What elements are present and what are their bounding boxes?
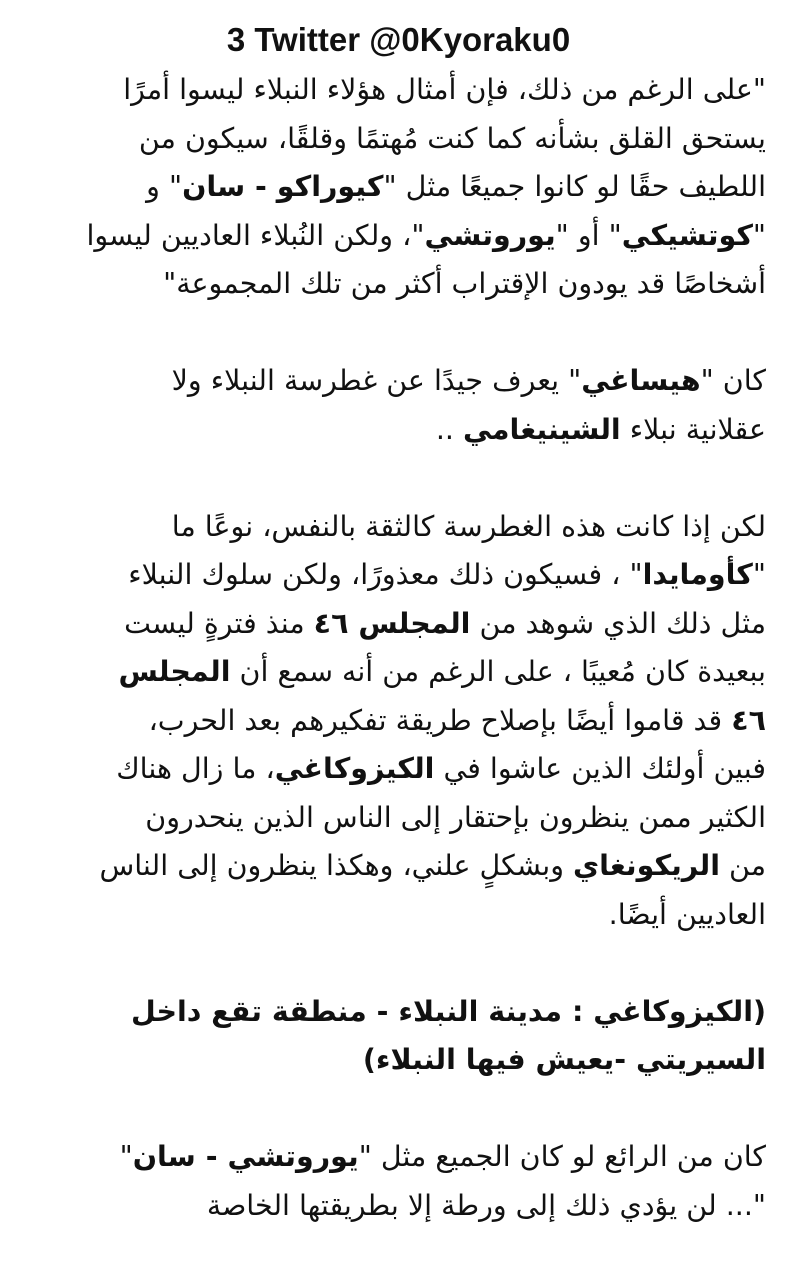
text-segment: يستحق القلق بشأنه كما كنت مُهتمًا وقلقًا، سيكون من <box>138 121 766 155</box>
text-segment: " أو " <box>555 218 622 252</box>
text-line <box>28 794 766 843</box>
text-segment: الكثير ممن ينظرون بإحتقار إلى الناس الذين ينحدرون <box>145 800 766 834</box>
translation-text <box>28 66 766 1279</box>
text-segment: عقلانية نبلاء <box>620 412 766 446</box>
text-segment: "... لن يؤدي ذلك إلى ورطة إلا بطريقتها الخاصة <box>206 1188 766 1222</box>
bold-segment: ٤٦ <box>731 703 766 737</box>
paragraph-p2 <box>28 357 766 454</box>
paragraph-p1 <box>28 66 766 309</box>
text-line <box>28 1182 766 1231</box>
bold-segment: يوروتشي - سان <box>132 1140 359 1173</box>
bold-segment: الريكونغاي <box>573 849 720 882</box>
text-segment: " يعرف جيدًا عن غطرسة النبلاء ولا <box>171 364 582 397</box>
text-line <box>28 648 766 697</box>
text-line <box>28 842 766 891</box>
text-segment: كان " <box>700 364 766 397</box>
text-line <box>28 260 766 309</box>
text-segment: العاديين أيضًا. <box>608 897 766 931</box>
text-line <box>28 66 766 115</box>
text-line <box>28 406 766 455</box>
text-line <box>28 988 766 1037</box>
bold-segment: كوتشيكي <box>621 218 753 252</box>
text-line <box>28 551 766 600</box>
text-segment: قد قاموا أيضًا بإصلاح طريقة تفكيرهم بعد الحرب، <box>148 703 732 737</box>
bold-segment: كيوراكو - سان <box>182 170 384 203</box>
text-segment: "، ولكن النُبلاء العاديين ليسوا <box>86 218 425 252</box>
text-segment: من <box>719 849 766 882</box>
bold-segment: الشينيغامي <box>463 412 621 446</box>
text-segment: ، ما زال هناك <box>116 752 275 785</box>
text-line <box>28 503 766 552</box>
text-segment: لكن إذا كانت هذه الغطرسة كالثقة بالنفس، نوعًا ما <box>171 509 766 543</box>
text-line <box>28 600 766 649</box>
text-segment: " ، فسيكون ذلك معذورًا، ولكن سلوك النبلاء <box>128 558 643 591</box>
text-line <box>28 891 766 940</box>
text-segment: اللطيف حقًا لو كانوا جميعًا مثل " <box>383 170 766 203</box>
text-line <box>28 1133 766 1182</box>
text-segment: .. <box>435 412 464 446</box>
text-line <box>28 1036 766 1085</box>
text-segment: مثل ذلك الذي شوهد من <box>470 606 766 640</box>
bold-segment: يوروتشي <box>424 218 556 252</box>
text-line <box>28 115 766 164</box>
paragraph-p3 <box>28 503 766 940</box>
text-line <box>28 745 766 794</box>
bold-segment: كأومايدا <box>642 558 753 591</box>
text-segment: ببعيدة كان مُعيبًا ، على الرغم من أنه سمع أن <box>230 655 766 688</box>
text-segment: " <box>752 558 766 591</box>
bold-segment: الكيزوكاغي <box>274 752 435 785</box>
text-segment: كان من الرائع لو كان الجميع مثل " <box>358 1140 766 1173</box>
text-segment: فبين أولئك الذين عاشوا في <box>434 752 766 785</box>
text-segment: " <box>119 1140 133 1173</box>
text-segment: " <box>752 218 766 252</box>
bold-segment: هيساغي <box>581 364 701 397</box>
bold-segment: المجلس ٤٦ <box>313 606 471 640</box>
text-segment: منذ فترةٍ ليست <box>124 606 314 640</box>
text-segment: وبشكلٍ علني، وهكذا ينظرون إلى الناس <box>99 849 574 882</box>
text-line <box>28 212 766 261</box>
text-segment: " و <box>146 170 183 203</box>
text-line <box>28 163 766 212</box>
text-segment: "على الرغم من ذلك، فإن أمثال هؤلاء النبلاء ليسوا أمرًا <box>123 73 766 106</box>
paragraph-p4 <box>28 988 766 1085</box>
text-line <box>28 357 766 406</box>
text-line <box>28 697 766 746</box>
bold-segment: السيريتي -يعيش فيها النبلاء) <box>362 1043 766 1076</box>
tweet-header: 3 Twitter @0Kyoraku0 <box>226 21 571 58</box>
bold-segment: المجلس <box>118 655 231 688</box>
bold-segment: (الكيزوكاغي : مدينة النبلاء - منطقة تقع داخل <box>131 994 766 1028</box>
paragraph-p5 <box>28 1133 766 1230</box>
text-segment: أشخاصًا قد يودون الإقتراب أكثر من تلك المجموعة" <box>163 267 766 300</box>
